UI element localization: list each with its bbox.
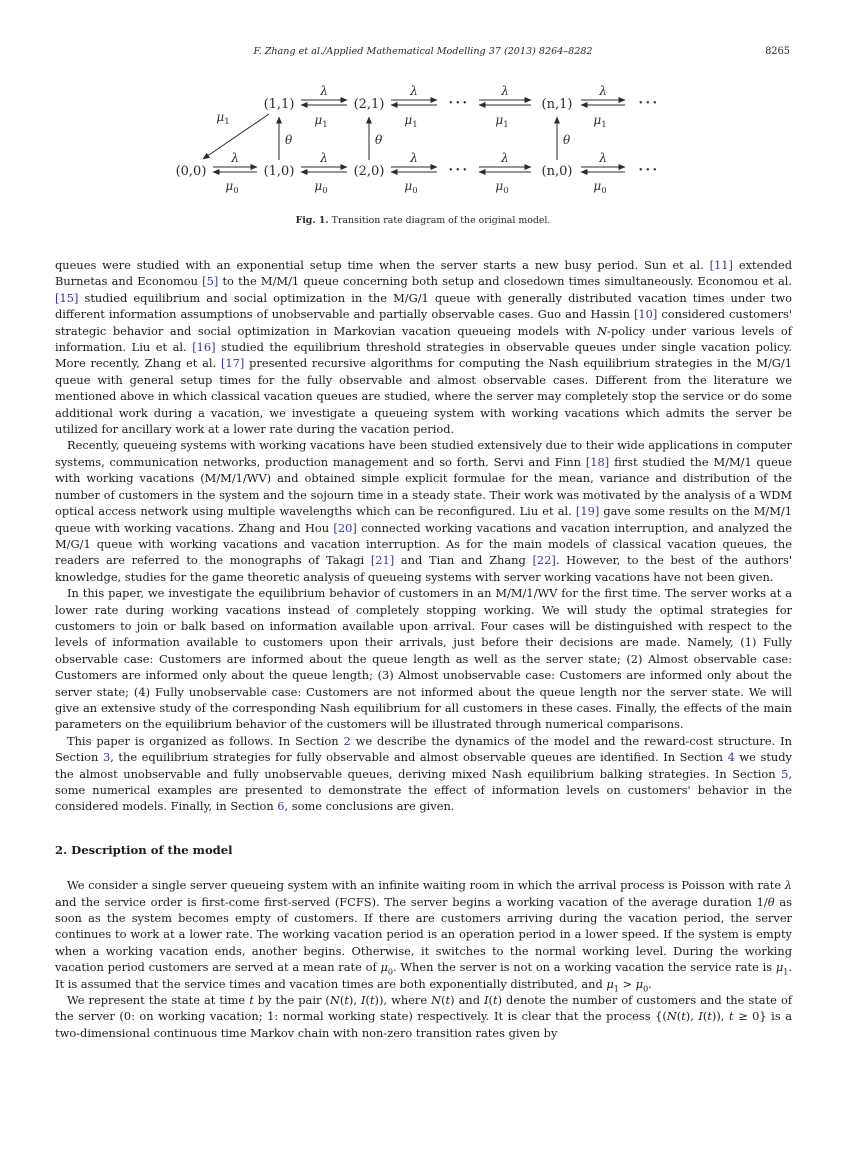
state-n-1: (n,1) [541,97,573,112]
paragraph-literature-2: Recently, queueing systems with working vacations have been studied extensively due to their wide applications in computer systems, communication networks, production management and so forth. Servi and Finn [18] first studied the M/M/1 queue with working vacations (M/M/1/WV) and obtained simple explicit formulae for the mean, variance and distribution of the number of customers in the system and the sojourn time in a steady state. Their work was motivated by the analysis of a WDM optical access network using multiple wavelengths which can be reconfigured. Liu et al. [19] gave some results on the M/M/1 queue with working vacations. Zhang and Hou [20] connected working vacations and vacation interruption, and analyzed the M/G/1 queue with working vacations and vacation interruption. As for the main models of classical vacation queues, the readers are referred to the monographs of Takagi [21] and Tian and Zhang [22]. However, to the best of the authors' knowledge, studies for the game theoretic analysis of queueing systems with server working vacations have not been given. [55,438,792,584]
paragraph-model-description: We consider a single server queueing system with an infinite waiting room in which the arrival process is Poisson with rate λ and the service order is first-come first-served (FCFS). The server begins a working vacation of the average duration 1/θ as soon as the system becomes empty of customers. If there are customers arriving during the vacation period, the server continues to work at a lower rate. The working vacation period is an operation period in a lower speed. If the system is empty when a working vacation ends, another begins. Otherwise, it switches to the normal working level. During the working vacation period customers are served at a mean rate of $\mu_0$. When the server is not on a working vacation the service rate is $\mu_1$. It is assumed that the service times and vacation times are both exponentially distributed, and $\mu_1 > \mu_0$. [55,878,792,993]
citation-link[interactable]: [18] [585,454,610,469]
mu1-label: $\mu_1$ [593,113,607,130]
mu0-label: $\mu_0$ [404,179,418,196]
mu0-label: $\mu_0$ [225,179,239,196]
theta-label: θ [563,133,571,147]
state-2-1: (2,1) [353,97,385,112]
citation-link[interactable]: 6 [277,799,285,814]
paragraph-literature-1: queues were studied with an exponential setup time when the server starts a new busy period. Sun et al. [11] extended Burnetas and Economou [5] to the M/M/1 queue concerning both setup and closedown times simultaneously. Economou et al. [15] studied equilibrium and social optimization in the M/G/1 queue with generally distributed vacation times under two different information assumptions of unobservable and partially observable cases. Guo and Hassin [10] considered customers' strategic behavior and social optimization in Markovian vacation queueing models with N-policy under various levels of information. Liu et al. [16] studied the equilibrium threshold strategies in observable queues under single vacation policy. More recently, Zhang et al. [17] presented recursive algorithms for computing the Nash equilibrium strategies in the M/G/1 queue with general setup times for the fully observable and almost observable cases. Different from the literature we mentioned above in which classical vacation queues are studied, where the server may completely stop the service or do some additional work during a vacation, we investigate a queueing system with working vacations which admits the server be utilized for ancillary work at a lower rate during the vacation period. [55,258,793,437]
citation-link[interactable]: [5] [202,274,219,289]
citation-link[interactable]: [17] [220,356,245,371]
mu1-label: $\mu_1$ [216,110,230,127]
mu1-label: $\mu_1$ [495,113,509,130]
citation-link[interactable]: [19] [575,504,600,519]
citation-link[interactable]: [21] [370,553,395,568]
citation-link[interactable]: [20] [333,520,357,535]
figure-caption [0,215,846,226]
running-head: F. Zhang et al./Applied Mathematical Modelling 37 (2013) 8264–8282 [253,46,593,57]
mu0-label: $\mu_0$ [593,179,607,196]
mu0-label: $\mu_0$ [314,179,328,196]
citation-link[interactable]: [16] [192,340,216,355]
lambda-label: λ [410,151,418,165]
paragraph-contribution: In this paper, we investigate the equilibrium behavior of customers in an M/M/1/WV for the first time. The server works at a lower rate during working vacations instead of completely stopping working. We will study the optimal strategies for customers to join or balk based on information available upon arrival. Four cases will be distinguished with respect to the levels of information available to customers upon their arrivals, just before their decisions are made. Namely, (1) Fully observable case: Customers are informed about the queue length as well as the server state; (2) Almost observable case: Customers are informed only about the queue length; (3) Almost unobservable case: Customers are informed only about the server state; (4) Fully unobservable case: Customers are not informed about the queue length nor the server state. We will give an extensive study of the corresponding Nash equilibrium for all customers in these cases. Finally, the effects of the main parameters on the equilibrium behavior of the customers will be illustrated through numerical comparisons. [55,586,792,732]
theta-label: θ [285,133,293,147]
lambda-label: λ [320,151,328,165]
page-number: 8265 [765,46,790,57]
lambda-label: λ [599,84,607,98]
lambda-label: λ [501,84,509,98]
figure-caption-label: Fig. 1. [295,215,329,226]
section-2-heading: 2. Description of the model [55,842,233,857]
state-nodes-top [264,96,660,112]
citation-link[interactable]: [22] [532,553,556,568]
lambda-label: λ [599,151,607,165]
citation-link[interactable]: [15] [55,290,79,305]
state-nodes-bottom [176,163,660,179]
state-2-0: (2,0) [353,164,385,179]
ellipsis: ··· [638,96,660,111]
lambda-label: λ [320,84,328,98]
mu0-label: $\mu_0$ [495,179,509,196]
figure-1 [0,84,846,226]
lambda-label: λ [501,151,509,165]
figure-caption-text: Transition rate diagram of the original model. [331,215,551,226]
ellipsis: ··· [638,163,660,178]
theta-label: θ [375,133,383,147]
paragraph-state-process: We represent the state at time t by the pair (N(t), I(t)), where N(t) and I(t) denote the number of customers and the state of the server (0: on working vacation; 1: normal working state) respectively. It is clear that the process {(N(t), I(t)), t ≥ 0} is a two-dimensional continuous time Markov chain with non-zero transition rates given by [55,993,793,1040]
mu1-label: $\mu_1$ [404,113,418,130]
state-1-0: (1,0) [263,164,295,179]
state-1-1: (1,1) [263,97,295,112]
citation-link[interactable]: 4 [727,750,735,765]
ellipsis: ··· [448,163,470,178]
lambda-label: λ [410,84,418,98]
paragraph-organization: This paper is organized as follows. In Section 2 we describe the dynamics of the model and the reward-cost structure. In Section 3, the equilibrium strategies for fully observable and almost observable queues are identified. In Section 4 we study the almost unobservable and fully unobservable queues, deriving mixed Nash equilibrium balking strategies. In Section 5, some numerical examples are presented to demonstrate the effect of information levels on customers' behavior in the considered models. Finally, in Section 6, some conclusions are given. [55,733,792,814]
transition-rate-diagram [173,84,673,206]
citation-link[interactable]: [10] [633,307,658,322]
mu1-label: $\mu_1$ [314,113,328,130]
citation-link[interactable]: 5 [781,766,789,781]
citation-link[interactable]: 3 [102,750,111,765]
state-n-0: (n,0) [541,164,573,179]
ellipsis: ··· [448,96,470,111]
state-0-0: (0,0) [175,164,207,179]
lambda-label: λ [231,151,239,165]
citation-link[interactable]: [11] [709,258,733,272]
article-body [55,257,792,1041]
citation-link[interactable]: 2 [343,733,351,748]
